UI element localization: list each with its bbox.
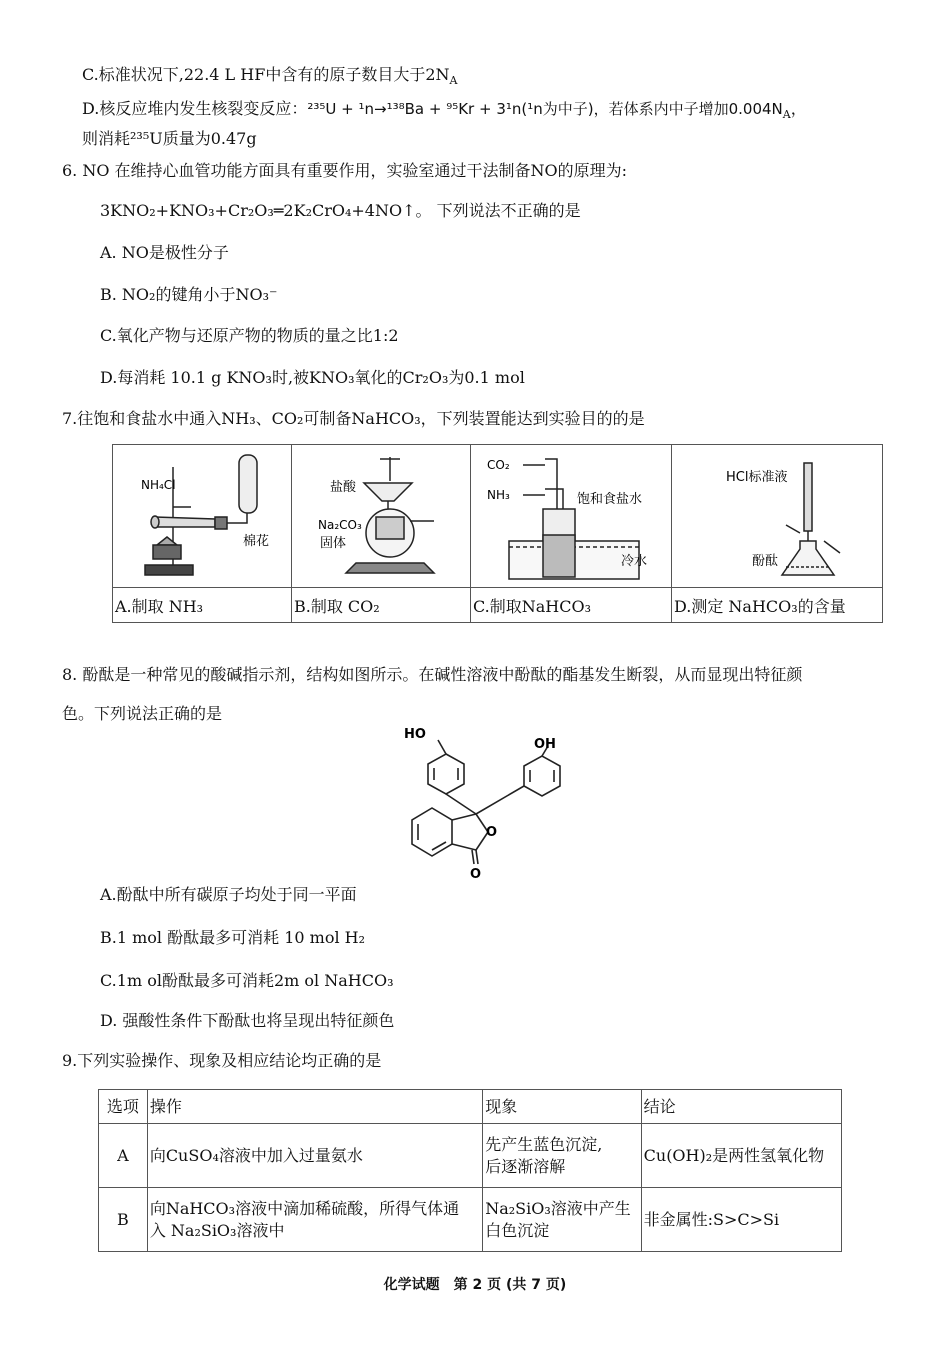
q8-option-d: D. 强酸性条件下酚酞也将呈现出特征颜色: [100, 1011, 395, 1030]
q9-row-b-phenomenon: [483, 1188, 641, 1252]
q5-option-d-equation: ²³⁵U + ¹n→¹³⁸Ba + ⁹⁵Kr + 3¹n(¹n为中子)，若体系内中子增加0.004N: [307, 100, 783, 118]
q7-figure-b: [292, 445, 471, 588]
q7-figure-a: [113, 445, 292, 588]
q7-caption-row: [113, 588, 883, 623]
q9-row-a-phenomenon-line2: 后逐渐溶解: [485, 1156, 566, 1176]
label-co2: CO₂: [487, 458, 510, 472]
q9-row-b-phenomenon-line2: 白色沉淀: [485, 1220, 550, 1240]
q8-option-c: C.1m ol酚酞最多可消耗2m ol NaHCO₃: [100, 971, 394, 990]
q6-option-d: D.每消耗 10.1 g KNO₃时,被KNO₃氧化的Cr₂O₃为0.1 mol: [100, 368, 525, 387]
q5-option-d-line2: 则消耗²³⁵U质量为0.47g: [82, 129, 257, 148]
q7-figure-d: [672, 445, 883, 588]
label-carbonyl-oxygen: O: [470, 867, 482, 882]
q9-experiment-table: [98, 1089, 842, 1252]
q7-stem: 7.往饱和食盐水中通入NH₃、CO₂可制备NaHCO₃，下列装置能达到实验目的的是: [62, 409, 645, 428]
phenolphthalein-structure: [398, 722, 568, 882]
q9-row-a-option: A: [99, 1124, 148, 1188]
label-brine: 饱和食盐水: [577, 492, 643, 507]
q9-row-b-operation: [147, 1188, 482, 1252]
q6-option-a: A. NO是极性分子: [100, 243, 229, 262]
q9-row-a-operation-line1: 向CuSO₄溶液中加入过量氨水: [149, 1145, 363, 1165]
apparatus-b-diagram: [294, 445, 468, 583]
q9-stem: 9.下列实验操作、现象及相应结论均正确的是: [62, 1051, 382, 1070]
q6-stem: 6. NO 在维持心血管功能方面具有重要作用，实验室通过干法制备NO的原理为:: [62, 161, 628, 180]
q8-option-a: A.酚酞中所有碳原子均处于同一平面: [100, 885, 357, 904]
apparatus-c-diagram: [473, 445, 669, 583]
label-phenolphthalein-d: 酚酞: [752, 554, 779, 569]
q9-row-b-phenomenon-line1: Na₂SiO₃溶液中产生: [485, 1198, 631, 1218]
label-na2co3: Na₂CO₃: [318, 518, 362, 532]
label-solid: 固体: [320, 536, 347, 551]
q9-row-b-operation-line1: 向NaHCO₃溶液中滴加稀硫酸，所得气体通: [149, 1198, 460, 1218]
q7-figure-c: [471, 445, 672, 588]
label-ring-oxygen: O: [486, 825, 498, 840]
apparatus-a-diagram: [115, 445, 289, 583]
q6-option-b: B. NO₂的键角小于NO₃⁻: [100, 285, 278, 304]
q5-option-d-line1: [82, 98, 807, 126]
q9-row-a: [99, 1124, 842, 1188]
label-hcl-standard: HCl标准液: [726, 470, 788, 485]
q9-header-option: 选项: [99, 1090, 148, 1124]
q7-figure-row: [113, 445, 883, 588]
q9-row-a-phenomenon-line1: 先产生蓝色沉淀,: [485, 1134, 603, 1154]
q7-caption-a: A.制取 NH₃: [113, 588, 292, 623]
label-cold-water: 冷水: [621, 554, 648, 569]
q8-stem-line2: 色。下列说法正确的是: [62, 704, 223, 723]
q9-row-b-conclusion: 非金属性:S>C>Si: [641, 1188, 841, 1252]
q5-option-c-text: C.标准状况下,22.4 L HF中含有的原子数目大于2N: [82, 65, 450, 84]
q7-caption-c: C.制取NaHCO₃: [471, 588, 672, 623]
q9-row-a-operation: [147, 1124, 482, 1188]
label-oh: OH: [534, 737, 556, 752]
q5-option-c: [82, 64, 457, 92]
label-acid: 盐酸: [330, 480, 357, 495]
q9-row-b: [99, 1188, 842, 1252]
q6-option-c: C.氧化产物与还原产物的物质的量之比1:2: [100, 326, 399, 345]
q9-row-b-operation-line2: 入 Na₂SiO₃溶液中: [149, 1220, 285, 1240]
apparatus-d-diagram: [674, 445, 880, 583]
q9-row-b-option: B: [99, 1188, 148, 1252]
q5-option-d-tail: ，: [790, 99, 807, 118]
page-footer: 化学试题 第 2 页 (共 7 页): [383, 1277, 567, 1293]
q8-stem-line1: 8. 酚酞是一种常见的酸碱指示剂，结构如图所示。在碱性溶液中酚酞的酯基发生断裂，从而显现出特征颜: [62, 665, 803, 684]
q9-header-operation: 操作: [147, 1090, 482, 1124]
q7-caption-b: B.制取 CO₂: [292, 588, 471, 623]
q7-apparatus-table: [112, 444, 883, 623]
q8-option-b: B.1 mol 酚酞最多可消耗 10 mol H₂: [100, 928, 366, 947]
q9-row-a-phenomenon: [483, 1124, 641, 1188]
q5-option-c-sub: A: [449, 74, 458, 88]
q7-caption-d: D.测定 NaHCO₃的含量: [672, 588, 883, 623]
q6-equation: 3KNO₂+KNO₃+Cr₂O₃═2K₂CrO₄+4NO↑。 下列说法不正确的是: [100, 201, 581, 220]
q5-option-d-prefix: D.核反应堆内发生核裂变反应：: [82, 99, 308, 118]
q9-header-phenomenon: 现象: [483, 1090, 641, 1124]
q5-option-d-sub: A: [782, 108, 791, 122]
label-cotton: 棉花: [243, 534, 270, 549]
q9-header-row: [99, 1090, 842, 1124]
label-ho: HO: [404, 727, 426, 742]
label-nh3: NH₃: [487, 488, 510, 502]
q9-row-a-conclusion: Cu(OH)₂是两性氢氧化物: [641, 1124, 841, 1188]
q9-header-conclusion: 结论: [641, 1090, 841, 1124]
label-nh4cl: NH₄Cl: [141, 478, 176, 492]
